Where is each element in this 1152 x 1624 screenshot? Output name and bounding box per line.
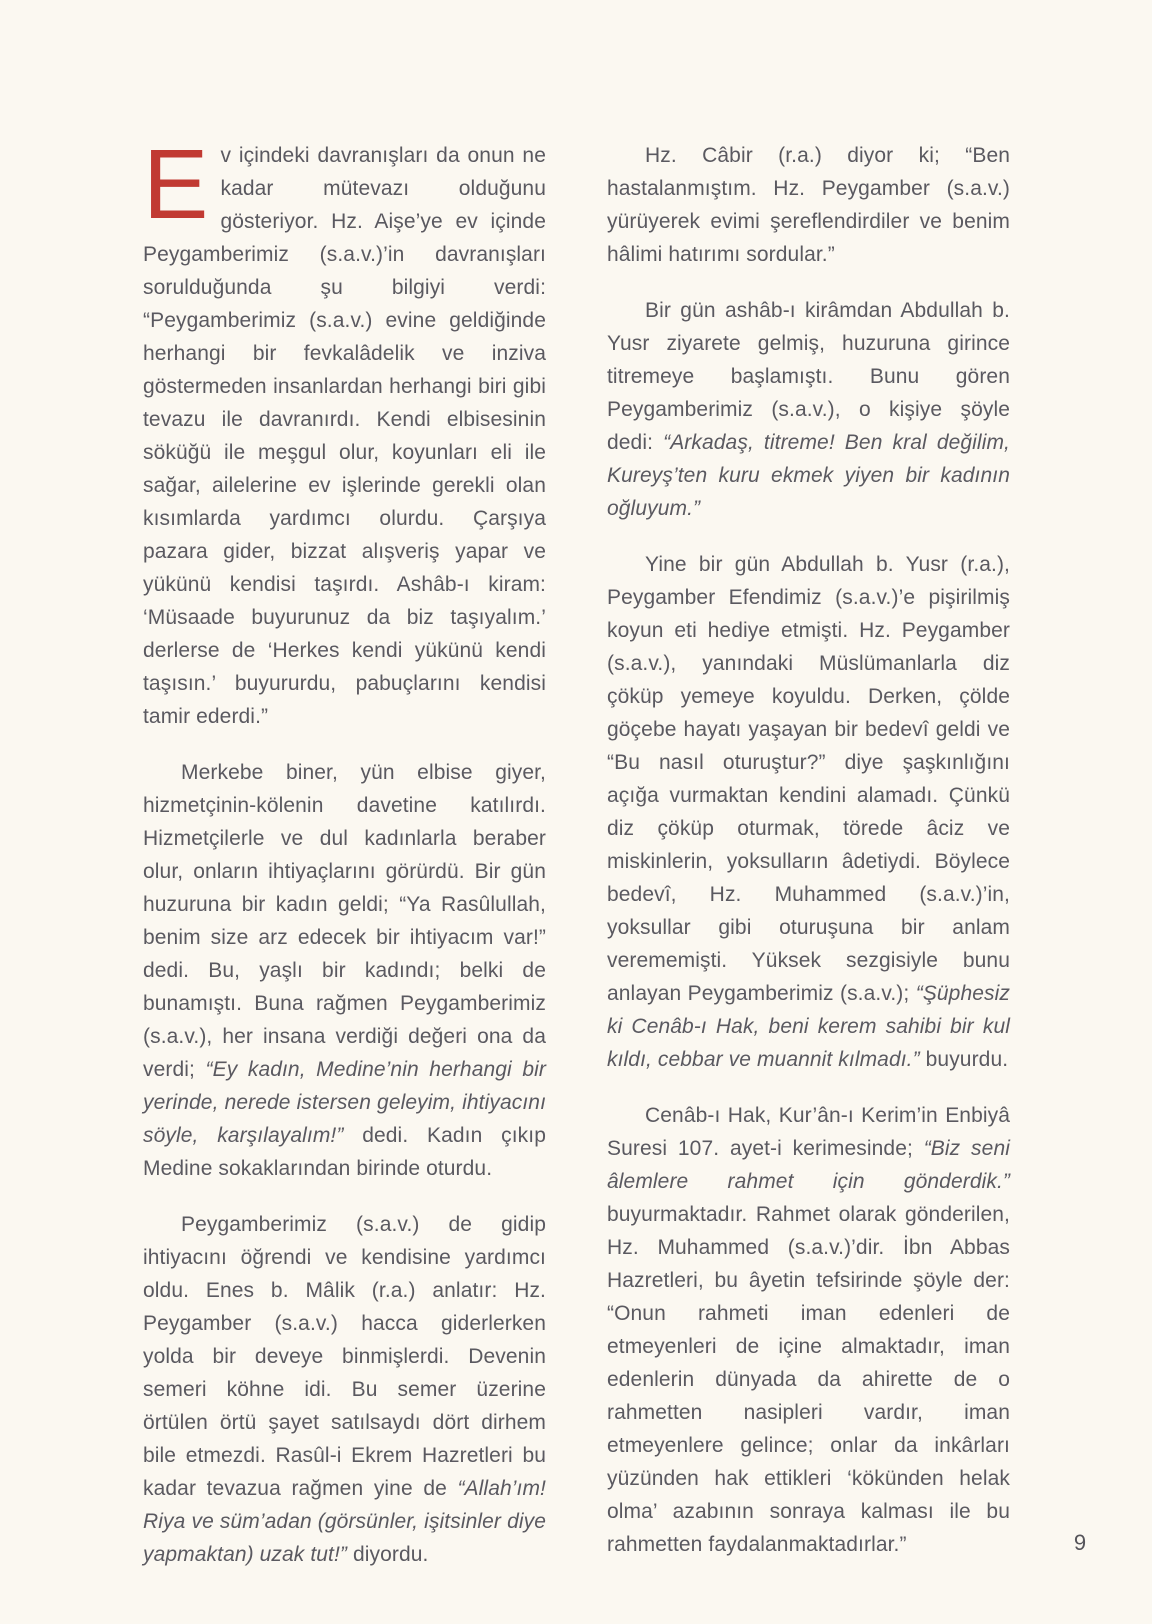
drop-cap: E (143, 129, 209, 239)
page-number: 9 (1073, 1530, 1087, 1555)
body-text: v içindeki davranışları da onun ne kadar mütevazı olduğunu gösteriyor. Hz. Aişe’ye ev içinde Peygamberimiz (s.a.v.)’in davranışları sorulduğunda şu bilgiyi verdi: “Peygamberimiz (s.a.v.) evine geldiğinde herhangi bir fevkalâdelik ve inziva göstermeden insanlardan herhangi biri gibi tevazu ile davranırdı. Kendi elbisesinin söküğü ile meşgul olur, koyunları eli ile sağar, ailelerine ev işlerinde gerekli olan kısımlarda yardımcı olurdu. Çarşıya pazara gider, bizzat alışveriş yapar ve yükünü kendisi taşırdı. Ashâb-ı kiram: ‘Müsaade buyurunuz da biz taşıyalım.’ derlerse de ‘Herkes kendi yükünü kendi taşısın.’ buyururdu, pabuçlarını kendisi tamir ederdi.” (143, 144, 546, 728)
body-text: dedi. Kadın çıkıp Medine sokaklarından birinde oturdu. (143, 1124, 546, 1180)
paragraph (607, 294, 1010, 525)
body-text: Yine bir gün Abdullah b. Yusr (r.a.), Peygamber Efendimiz (s.a.v.)’e pişirilmiş koyun eti hediye etmişti. Hz. Peygamber (s.a.v.), yanındaki Müslümanlarla diz çöküp yemeye koyuldu. Derken, çölde göçebe hayatı yaşayan bir bedevî geldi ve “Bu nasıl oturuştur?” diye şaşkınlığını açığa vurmaktan kendini alamadı. Çünkü diz çöküp oturmak, törede âciz ve miskinlerin, yoksulların âdetiydi. Böylece bedevî, Hz. Muhammed (s.a.v.)’in, yoksullar gibi oturuşuna bir anlam verememişti. Yüksek sezgisiyle bunu anlayan Peygamberimiz (s.a.v.); (607, 553, 1010, 1005)
body-text: Hz. Câbir (r.a.) diyor ki; “Ben hastalanmıştım. Hz. Peygamber (s.a.v.) yürüyerek evimi şereflendirdiler ve benim hâlimi hatırımı sordular.” (607, 144, 1010, 266)
quote-text: “Arkadaş, titreme! Ben kral değilim, Kureyş’ten kuru ekmek yiyen bir kadının oğluyum.” (607, 431, 1010, 520)
body-text: Cenâb-ı Hak, Kur’ân-ı Kerim’in Enbiyâ Suresi 107. ayet-i kerimesinde; (607, 1104, 1010, 1160)
quote-text: “Allah’ım! Riya ve süm’adan (görsünler, işitsinler diye yapmaktan) uzak tut!” (143, 1477, 546, 1566)
right-column (607, 139, 1010, 1594)
paragraph (143, 756, 546, 1185)
body-text: buyurmaktadır. Rahmet olarak gönderilen, Hz. Muhammed (s.a.v.)’dir. İbn Abbas Hazretleri, bu âyetin tefsirinde şöyle der: “Onun rahmeti iman edenleri de etmeyenleri de içine almaktadır, iman edenlerin dünyada da ahirette de o rahmetten nasipleri vardır, iman etmeyenlere gelince; onlar da inkârları yüzünden hak ettikleri ‘kökünden helak olma’ azabının sonraya kalması ile bu rahmetten faydalanmaktadırlar.” (607, 1203, 1010, 1556)
body-text: diyordu. (347, 1543, 429, 1566)
left-column (143, 129, 546, 1594)
paragraph (607, 548, 1010, 1076)
quote-text: “Şüphesiz ki Cenâb-ı Hak, beni kerem sahibi bir kul kıldı, cebbar ve muannit kılmadı.” (607, 982, 1010, 1071)
text-columns (143, 129, 1013, 1594)
paragraph (143, 1208, 546, 1571)
paragraph (607, 1099, 1010, 1561)
paragraph (143, 129, 546, 733)
quote-text: “Biz seni âlemlere rahmet için gönderdik.” (607, 1137, 1010, 1193)
body-text: Merkebe biner, yün elbise giyer, hizmetçinin-kölenin davetine katılırdı. Hizmetçilerle ve dul kadınlarla beraber olur, onların ihtiyaçlarını görürdü. Bir gün huzuruna bir kadın geldi; “Ya Rasûlullah, benim size arz edecek bir ihtiyacım var!” dedi. Bu, yaşlı bir kadındı; belki de bunamıştı. Buna rağmen Peygamberimiz (s.a.v.), her insana verdiği değeri ona da verdi; (143, 761, 546, 1081)
paragraph (607, 139, 1010, 271)
body-text: Peygamberimiz (s.a.v.) de gidip ihtiyacını öğrendi ve kendisine yardımcı oldu. Enes b. Mâlik (r.a.) anlatır: Hz. Peygamber (s.a.v.) hacca giderlerken yolda bir deveye binmişlerdi. Devenin semeri köhne idi. Bu semer üzerine örtülen örtü şayet satılsaydı dört dirhem bile etmezdi. Rasûl-i Ekrem Hazretleri bu kadar tevazua rağmen yine de (143, 1213, 546, 1500)
body-text: buyurdu. (919, 1048, 1009, 1071)
body-text: Bir gün ashâb-ı kirâmdan Abdullah b. Yusr ziyarete gelmiş, huzuruna girince titremeye başlamıştı. Bunu gören Peygamberimiz (s.a.v.), o kişiye şöyle dedi: (607, 299, 1010, 454)
quote-text: “Ey kadın, Medine’nin herhangi bir yerinde, nerede istersen geleyim, ihtiyacını söyle, karşılayalım!” (143, 1058, 546, 1147)
